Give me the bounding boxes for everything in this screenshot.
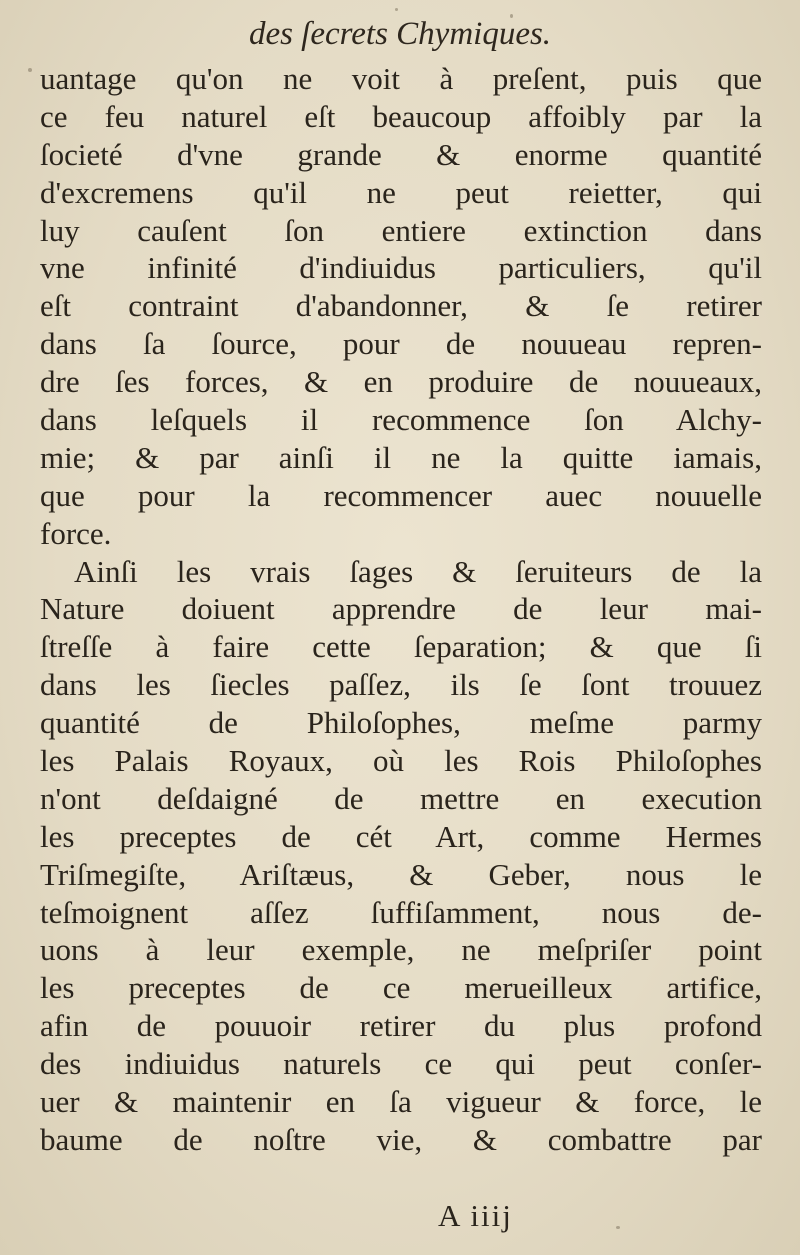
text-line: Triſmegiſte, Ariſtæus, & Geber, nous le bbox=[40, 856, 762, 892]
text-line: les preceptes de cét Art, comme Hermes bbox=[40, 818, 762, 854]
text-line: dans ſa ſource, pour de nouueau repren- bbox=[40, 326, 762, 362]
signature-mark: A iiij bbox=[438, 1198, 513, 1233]
text-line: que pour la recommencer auec nouuelle bbox=[40, 477, 762, 513]
text-line: quantité de Philoſophes, meſme parmy bbox=[40, 705, 762, 741]
text-line: ce feu naturel eſt beaucoup affoibly par la bbox=[40, 98, 762, 134]
text-line: les preceptes de ce merueilleux artifice, bbox=[40, 970, 762, 1006]
paper-speck bbox=[395, 8, 398, 11]
text-line: d'excremens qu'il ne peut reietter, qui bbox=[40, 174, 762, 210]
text-line: ſtreſſe à faire cette ſeparation; & que ſi bbox=[40, 629, 762, 665]
text-line: uer & maintenir en ſa vigueur & force, le bbox=[40, 1084, 762, 1120]
text-line: afin de pouuoir retirer du plus profond bbox=[40, 1008, 762, 1044]
running-head: des ſecrets Chymiques. bbox=[248, 16, 552, 52]
text-line: dans les ſiecles paſſez, ils ſe ſont trouuez bbox=[40, 667, 762, 703]
paper-speck bbox=[616, 1226, 620, 1229]
text-line: eſt contraint d'abandonner, & ſe retirer bbox=[40, 288, 762, 324]
text-line: les Palais Royaux, où les Rois Philoſophes bbox=[40, 743, 762, 779]
body-text bbox=[40, 60, 762, 1159]
text-line: des indiuidus naturels ce qui peut conſer- bbox=[40, 1046, 762, 1082]
text-line: teſmoignent aſſez ſuffiſamment, nous de- bbox=[40, 894, 762, 930]
text-line: mie; & par ainſi il ne la quitte iamais, bbox=[40, 439, 762, 475]
text-line: uantage qu'on ne voit à preſent, puis que bbox=[40, 61, 762, 96]
text-line: Ainſi les vrais ſages & ſeruiteurs de la bbox=[74, 553, 762, 589]
text-line: ſocieté d'vne grande & enorme quantité bbox=[40, 136, 762, 172]
text-line: dans leſquels il recommence ſon Alchy- bbox=[40, 402, 762, 438]
text-line: luy cauſent ſon entiere extinction dans bbox=[40, 212, 762, 248]
text-line: baume de noſtre vie, & combattre par bbox=[40, 1121, 762, 1157]
text-line: dre ſes forces, & en produire de nouueaux, bbox=[40, 364, 762, 400]
text-line: n'ont deſdaigné de mettre en execution bbox=[40, 780, 762, 816]
paper-speck bbox=[510, 14, 513, 18]
text-line: Nature doiuent apprendre de leur mai- bbox=[40, 591, 762, 627]
text-line: force. bbox=[40, 515, 112, 551]
paper-speck bbox=[28, 68, 32, 72]
text-line: vne infinité d'indiuidus particuliers, qu'il bbox=[40, 250, 762, 286]
text-line: uons à leur exemple, ne meſpriſer point bbox=[40, 932, 762, 968]
